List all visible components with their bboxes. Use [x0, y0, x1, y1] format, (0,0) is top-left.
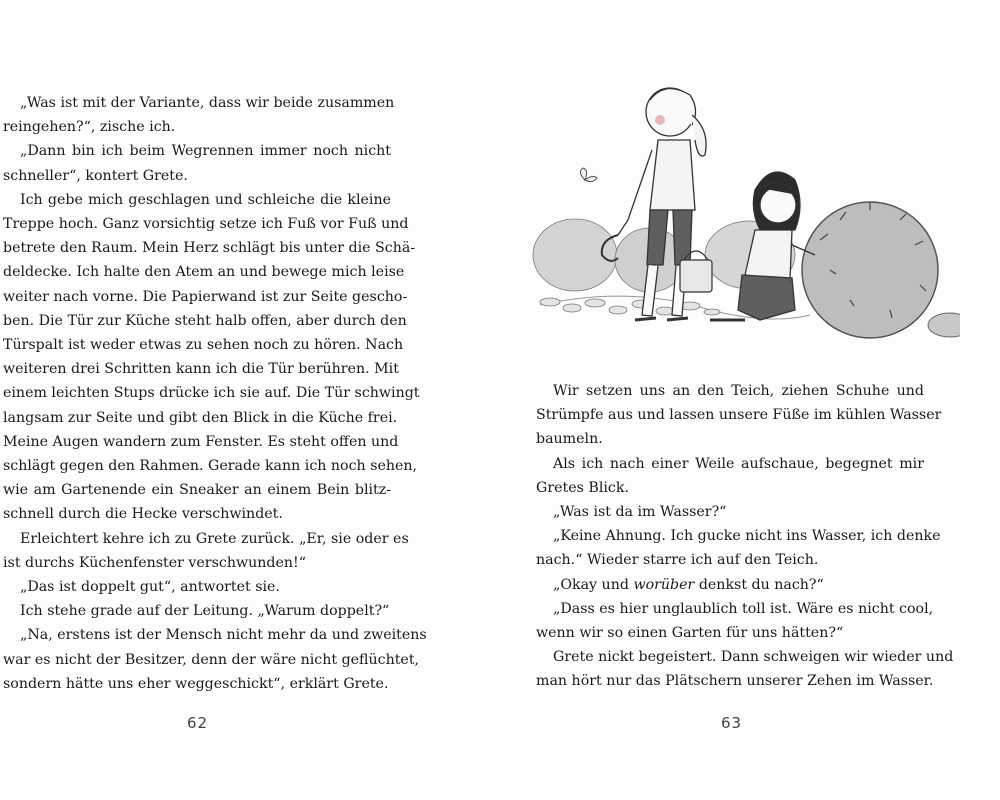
text-line: schneller“, kontert Grete. — [3, 167, 188, 184]
text-line: Türspalt ist weder etwas zu sehen noch zu hören. Nach — [3, 337, 404, 354]
left-text-block — [3, 91, 427, 696]
text-line: Meine Augen wandern zum Fenster. Es steht offen und — [3, 433, 399, 450]
text-line: „Na, erstens ist der Mensch nicht mehr da und zweitens — [20, 627, 427, 644]
text-line: man hört nur das Plätschern unserer Zehen im Wasser. — [536, 673, 934, 690]
text-line: Ich gebe mich geschlagen und schleiche die kleine — [20, 191, 391, 208]
paragraph — [536, 573, 924, 597]
page-number-left: 62 — [187, 714, 209, 732]
paragraph — [536, 597, 934, 645]
text-line: einem leichten Stups drücke ich sie auf. Die Tür schwingt — [3, 385, 420, 402]
text-line: Ich stehe grade auf der Leitung. „Warum doppelt?“ — [20, 603, 390, 620]
text-line: sondern hätte uns eher weggeschickt“, erklärt Grete. — [3, 675, 389, 692]
text-line: „Okay und worüber denkst du nach?“ — [553, 576, 824, 593]
round-bush — [802, 202, 960, 338]
text-line: reingehen?“, zische ich. — [3, 119, 176, 136]
text-line: Als ich nach einer Weile aufschaue, begegnet mir — [553, 455, 924, 472]
paragraph — [3, 623, 427, 696]
paragraph — [536, 379, 942, 452]
text-line: schnell durch die Hecke verschwindet. — [3, 506, 283, 523]
paragraph — [536, 645, 954, 693]
paragraph — [3, 91, 395, 139]
illustration-two-girls-in-garden — [510, 70, 960, 370]
text-line: „Keine Ahnung. Ich gucke nicht ins Wasser, ich denke — [553, 528, 941, 545]
emphasis: worüber — [633, 576, 695, 593]
text-line: schlägt gegen den Rahmen. Gerade kann ich noch sehen, — [3, 458, 418, 475]
text-line: deldecke. Ich halte den Atem an und bewege mich leise — [3, 264, 405, 281]
text-line: „Dass es hier unglaublich toll ist. Wäre es nicht cool, — [553, 600, 934, 617]
text-line: „Was ist da im Wasser?“ — [553, 504, 727, 521]
paragraph — [3, 139, 391, 187]
text-line: weiteren drei Schritten kann ich die Tür berühren. Mit — [3, 361, 399, 378]
paragraph — [3, 599, 391, 623]
stone-path — [540, 298, 720, 315]
text-line: Grete nickt begeistert. Dann schweigen wir wieder und — [553, 649, 954, 666]
paragraph — [3, 575, 391, 599]
page-number-right: 63 — [721, 714, 743, 732]
paragraph — [3, 188, 420, 527]
text-line: weiter nach vorne. Die Papierwand ist zur Seite gescho- — [3, 288, 408, 305]
text-line: war es nicht der Besitzer, denn der wäre nicht geflüchtet, — [3, 651, 420, 668]
right-text-block — [536, 379, 954, 694]
text-line: wenn wir so einen Garten für uns hätten?“ — [536, 625, 844, 642]
paragraph — [3, 527, 409, 575]
text-line: „Was ist mit der Variante, dass wir beide zusammen — [20, 95, 395, 111]
text-line: Strümpfe aus und lassen unsere Füße im kühlen Wasser — [536, 407, 942, 424]
right-page — [500, 0, 1000, 800]
text-line: „Das ist doppelt gut“, antwortet sie. — [20, 579, 280, 596]
text-line: ben. Die Tür zur Küche steht halb offen, aber durch den — [3, 312, 407, 329]
paragraph — [536, 500, 924, 524]
butterfly-icon — [580, 168, 597, 182]
text-line: ist durchs Küchenfenster verschwunden!“ — [3, 554, 306, 571]
text-line: betrete den Raum. Mein Herz schlägt bis unter die Schä- — [3, 240, 416, 257]
text-line: Erleichtert kehre ich zu Grete zurück. „Er, sie oder es — [20, 530, 409, 547]
text-line: nach.“ Wieder starre ich auf den Teich. — [536, 552, 819, 569]
text-line: Gretes Blick. — [536, 479, 629, 496]
text-line: „Dann bin ich beim Wegrennen immer noch nicht — [20, 143, 391, 160]
text-line: Treppe hoch. Ganz vorsichtig setze ich Fuß vor Fuß und — [3, 216, 409, 233]
text-line: wie am Gartenende ein Sneaker an einem Bein blitz- — [3, 482, 391, 499]
text-line: baumeln. — [536, 431, 603, 448]
text-line: langsam zur Seite und gibt den Blick in die Küche frei. — [3, 409, 398, 426]
paragraph — [536, 452, 924, 500]
text-line: Wir setzen uns an den Teich, ziehen Schuhe und — [553, 383, 924, 399]
paragraph — [536, 524, 941, 572]
